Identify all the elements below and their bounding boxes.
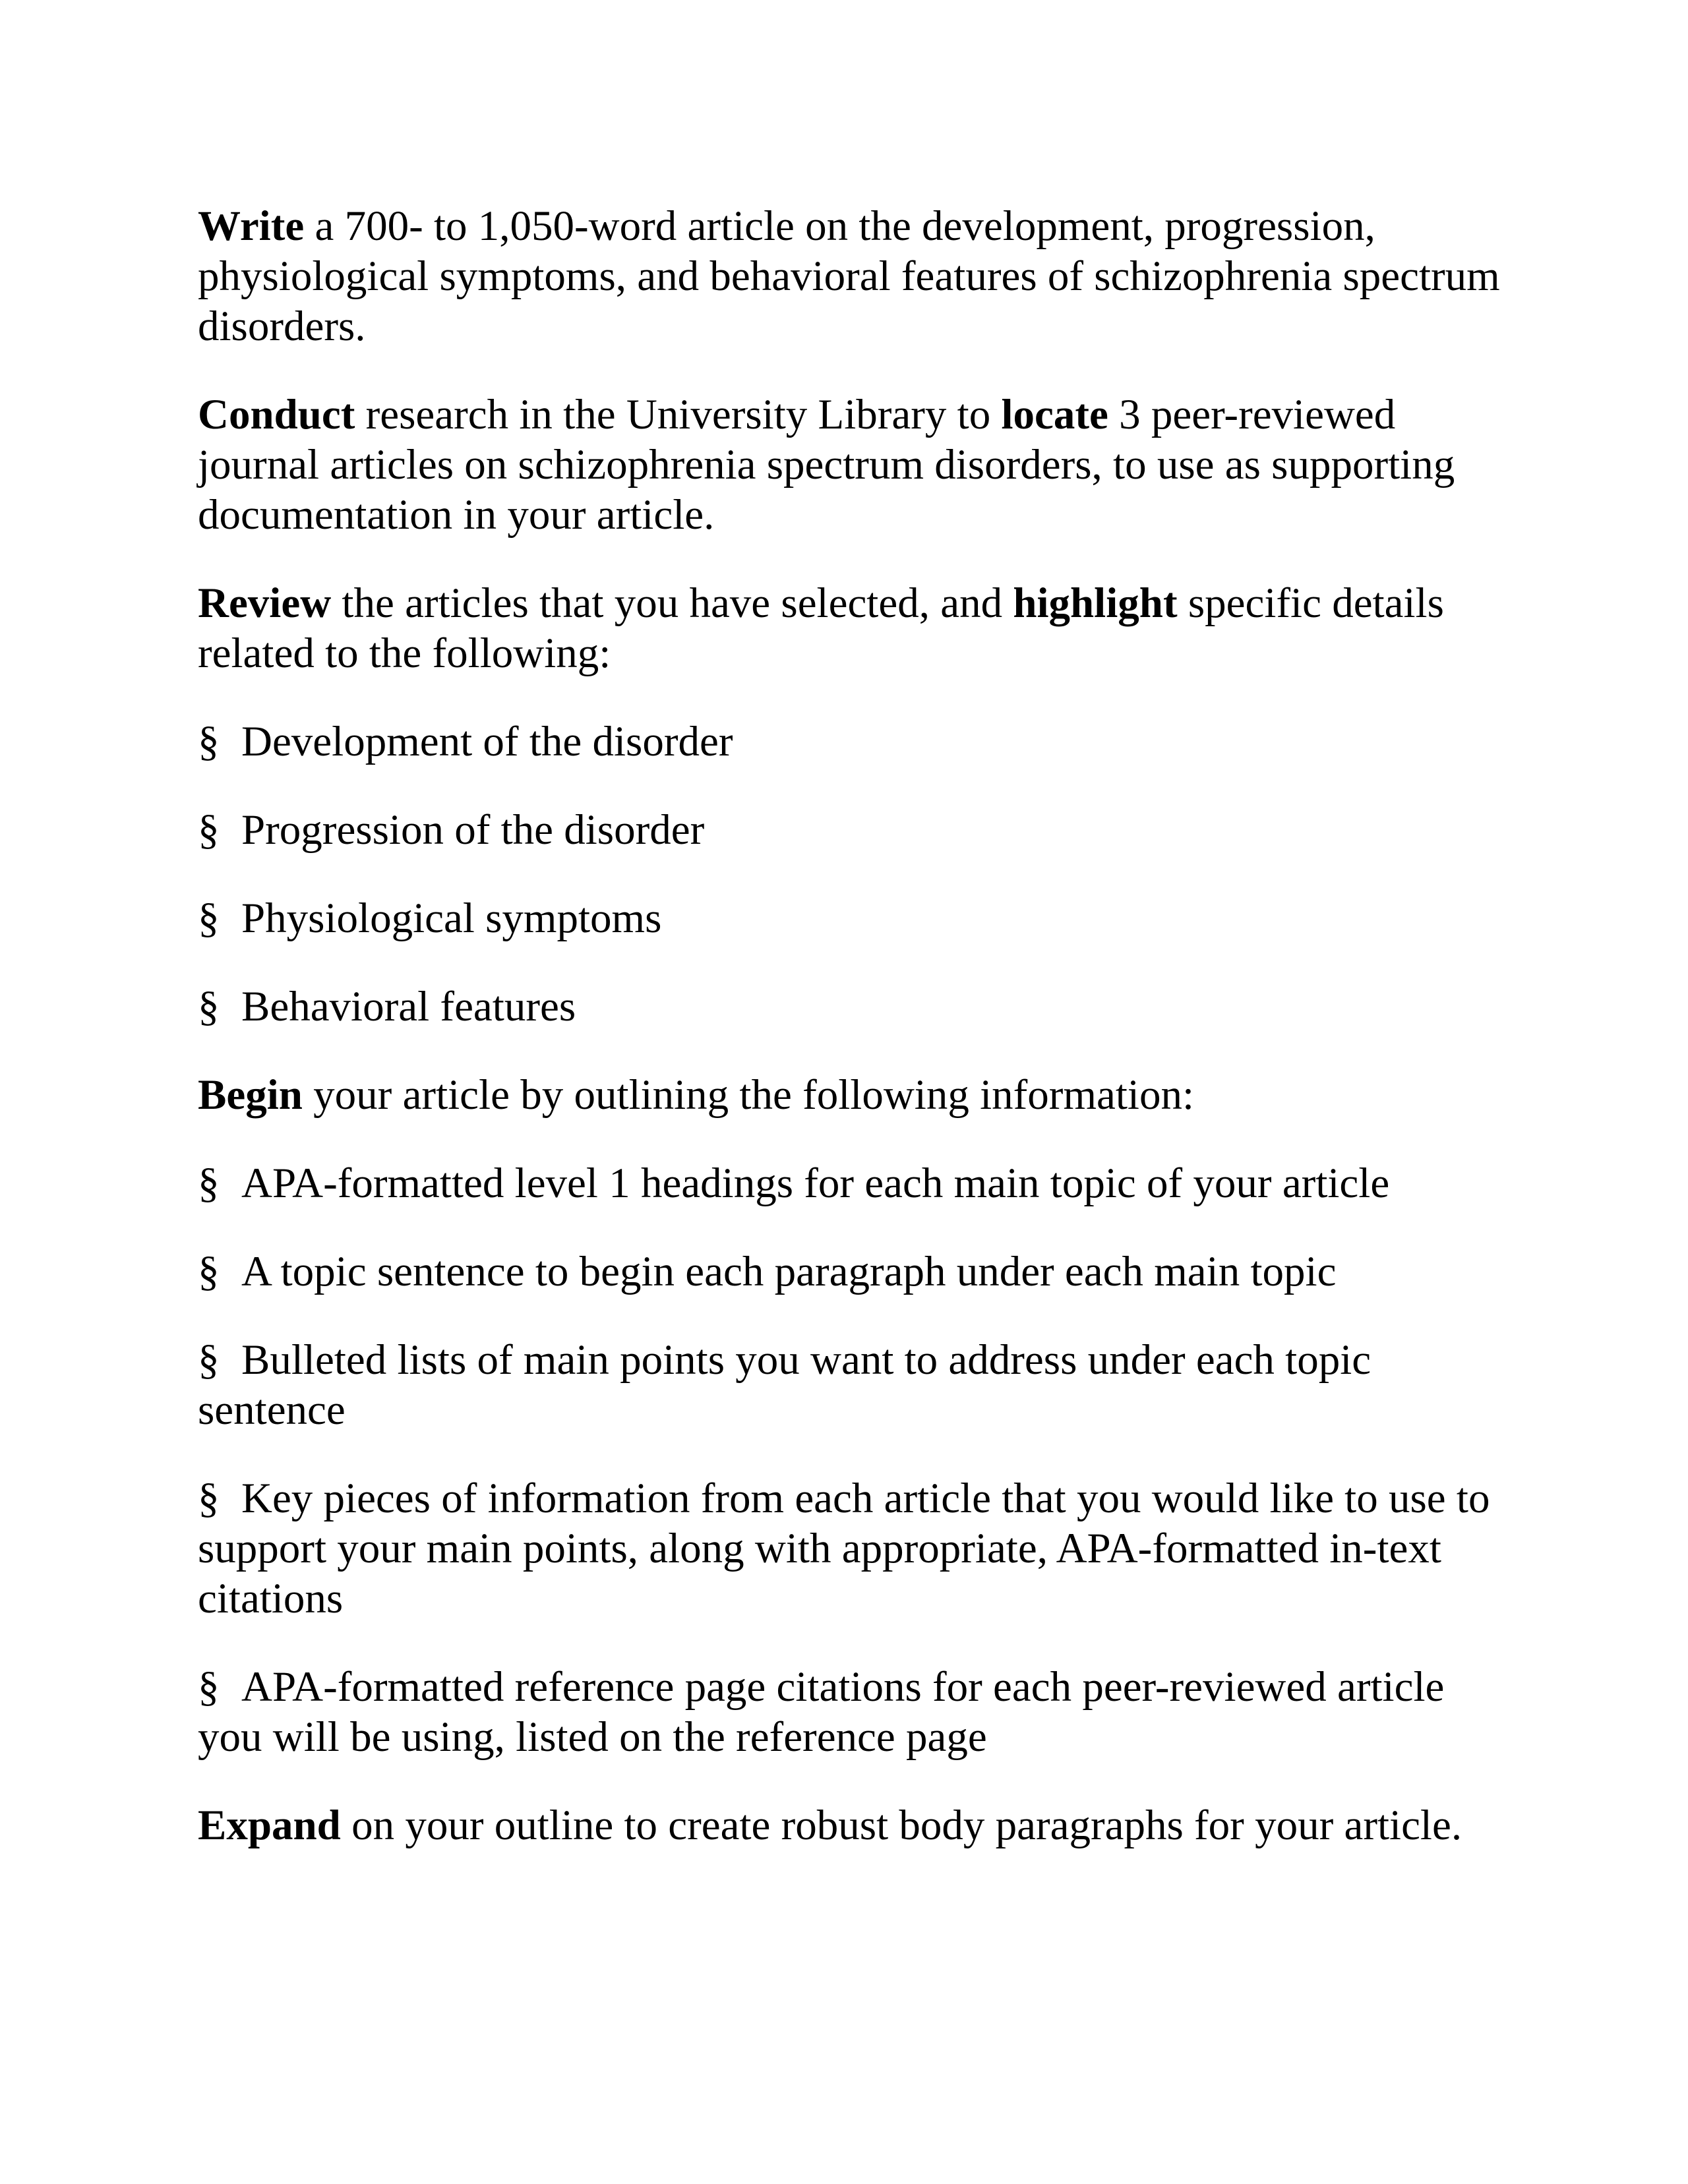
paragraph-text: Physiological symptoms bbox=[241, 895, 662, 942]
document-body bbox=[198, 201, 1517, 1889]
section-bullet-icon: § bbox=[198, 983, 220, 1030]
section-bullet-icon: § bbox=[198, 1663, 220, 1711]
bullet-item bbox=[198, 1335, 1517, 1435]
paragraph-text: Progression of the disorder bbox=[241, 806, 705, 854]
paragraph-text: APA-formatted reference page citations for each peer-reviewed article you will be using, listed on the reference page bbox=[198, 1663, 1445, 1761]
section-bullet-icon: § bbox=[198, 1248, 220, 1295]
section-bullet-icon: § bbox=[198, 895, 220, 942]
bold-keyword: Review bbox=[198, 579, 332, 627]
paragraph-text: A topic sentence to begin each paragraph under each main topic bbox=[241, 1248, 1337, 1295]
paragraph-text: 3 peer-reviewed journal articles on schizophrenia spectrum disorders, to use as supporting documentation in your article. bbox=[198, 391, 1455, 539]
section-bullet-icon: § bbox=[198, 718, 220, 765]
paragraph-text: APA-formatted level 1 headings for each main topic of your article bbox=[241, 1160, 1390, 1207]
paragraph-text: on your outline to create robust body paragraphs for your article. bbox=[340, 1802, 1462, 1849]
instruction-paragraph bbox=[198, 578, 1517, 678]
bold-keyword: Conduct bbox=[198, 391, 355, 438]
section-bullet-icon: § bbox=[198, 1336, 220, 1384]
bold-keyword: Write bbox=[198, 202, 305, 250]
bullet-item bbox=[198, 1247, 1517, 1297]
bullet-item bbox=[198, 805, 1517, 855]
instruction-paragraph bbox=[198, 1800, 1517, 1850]
paragraph-text: a 700- to 1,050-word article on the development, progression, physiological symptoms, and behavioral features of schizophrenia spectrum disorders. bbox=[198, 202, 1500, 350]
paragraph-text: Development of the disorder bbox=[241, 718, 733, 765]
paragraph-text: research in the University Library to bbox=[355, 391, 1002, 438]
section-bullet-icon: § bbox=[198, 1160, 220, 1207]
instruction-paragraph bbox=[198, 201, 1517, 351]
bold-keyword: highlight bbox=[1013, 579, 1178, 627]
paragraph-text: Bulleted lists of main points you want to address under each topic sentence bbox=[198, 1336, 1372, 1434]
bullet-item bbox=[198, 1473, 1517, 1624]
section-bullet-icon: § bbox=[198, 806, 220, 854]
paragraph-text: specific details related to the following: bbox=[198, 579, 1444, 677]
bullet-item bbox=[198, 1662, 1517, 1762]
paragraph-text: the articles that you have selected, and bbox=[331, 579, 1013, 627]
bold-keyword: Begin bbox=[198, 1071, 303, 1119]
bullet-item bbox=[198, 717, 1517, 767]
bold-keyword: locate bbox=[1001, 391, 1108, 438]
paragraph-text: Behavioral features bbox=[241, 983, 576, 1030]
instruction-paragraph bbox=[198, 1070, 1517, 1120]
bullet-item bbox=[198, 893, 1517, 943]
paragraph-text: your article by outlining the following information: bbox=[302, 1071, 1195, 1119]
instruction-paragraph bbox=[198, 390, 1517, 540]
bold-keyword: Expand bbox=[198, 1802, 341, 1849]
bullet-item bbox=[198, 1158, 1517, 1208]
section-bullet-icon: § bbox=[198, 1475, 220, 1522]
paragraph-text: Key pieces of information from each article that you would like to use to support your main points, along with appropriate, APA-formatted in-text citations bbox=[198, 1475, 1490, 1622]
bullet-item bbox=[198, 982, 1517, 1032]
